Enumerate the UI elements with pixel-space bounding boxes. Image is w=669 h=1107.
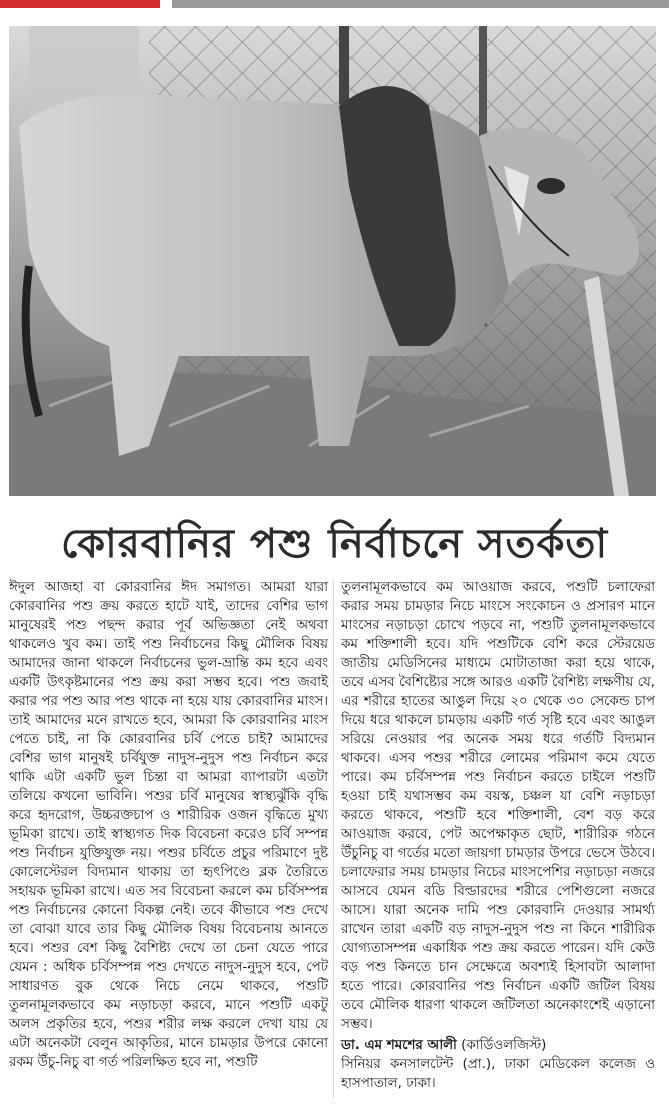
author-byline [341, 1036, 655, 1093]
article-column-right [341, 578, 655, 1093]
article-headline: কোরবানির পশু নির্বাচনে সতর্কতা [60, 520, 609, 567]
body-text-right: তুলনামূলকভাবে কম আওয়াজ করবে, পশুটি চলাফেরা করার সময় চামড়ার নিচে মাংসে সংকোচন ও প্রসারণ মানে মাংসের নড়াচড়া চোখে পড়বে না, পশুটি তুলনামূলকভাবে কম শক্তিশালী হবে। যদি পশুটিকে বেশি করে স্টেরয়েড জাতীয় মেডিসিনের মাধ্যমে মোটাতাজা করা হয়ে থাকে, তবে এসব বৈশিষ্ট্যের সঙ্গে আরও একটি বৈশিষ্ট্য লক্ষণীয় যে, এর শরীরে হাতের আঙুল দিয়ে ২০ থেকে ৩০ সেকেন্ড চাপ দিয়ে ধরে থাকলে চামড়ায় একটি গর্ত সৃষ্টি হবে এবং আঙুল সরিয়ে নেওয়ার পর অনেক সময় ধরে গর্তটি বিদ্যমান থাকবে। এসব পশুর শরীরে লোমের পরিমাণ কমে যেতে পারে। কম চর্বিসম্পন্ন পশু নির্বাচন করতে চাইলে পশুটি হওয়া চাই যথাসম্ভব কম বয়স্ক, চঞ্চল যা বেশি নড়াচড়া করতে থাকবে, পশুটি হবে শক্তিশালী, বেশ বড় করে আওয়াজ করবে, পেট অপেক্ষাকৃত ছোট, শারীরিক গঠনে উঁচুনিচু বা গর্তের মতো জায়গা চামড়ার উপরে ভেসে উঠবে। চলাফেরার সময় চামড়ার নিচের মাংসপেশির নড়াচড়া নজরে আসবে যেমন বডি বিল্ডারদের শরীরে পেশিগুলো নজরে আসে। যারা অনেক দামি পশু কোরবানি দেওয়ার সামর্থ্য রাখেন তারা একটি বড় নাদুস-নুদুস পশু না কিনে শারীরিক যোগ্যতাসম্পন্ন একাধিক পশু ক্রয় করতে পারেন। যদি কেউ বড় পশু কিনতে চান সেক্ষেত্রে অবশ্যই হিসাবটা আলাদা হতে পারে। কোরবানির পশু নির্বাচন একটি জটিল বিষয় তবে মৌলিক ধারণা থাকলে জটিলতা অনেকাংশেই এড়ানো সম্ভব। [341, 580, 655, 1032]
article-column-left [9, 578, 328, 1072]
header-rule-bar [172, 0, 669, 8]
column-divider [333, 580, 334, 1098]
cow-photo-illustration [9, 26, 656, 496]
header-accent-bar [0, 0, 160, 8]
body-text-left: ঈদুল আজহা বা কোরবানির ঈদ সমাগত। আমরা যারা কোরবানির পশু ক্রয় করতে হাটে যাই, তাদের বেশির ভাগ মানুষেরই পশু পছন্দ করার পূর্ব অভিজ্ঞতা নেই অথবা থাকলেও খুব কম। তাই পশু নির্বাচনের কিছু মৌলিক বিষয় আমাদের জানা থাকলে নির্বাচনের ভুল-ভ্রান্তি কম হবে এবং একটি উৎকৃষ্টমানের পশু ক্রয় করা সম্ভব হবে। পশু জবাই করার পর পশু আর পশু থাকে না হয়ে যায় কোরবানির মাংস। তাই আমাদের মনে রাখতে হবে, আমরা কি কোরবানির মাংস পেতে চাই, না কি কোরবানির চর্বি পেতে চাই? আমাদের বেশির ভাগ মানুষই চর্বিযুক্ত নাদুস-নুদুস পশু নির্বাচন করে থাকি এটা একটি ভুল চিন্তা বা আমরা ব্যাপারটা এতটা তলিয়ে কখনো ভাবিনি। পশুর চর্বি মানুষের স্বাস্থ্যঝুঁকি বৃদ্ধি করে হৃদরোগ, উচ্চরক্তচাপ ও শারীরিক ওজন বৃদ্ধিতে মুখ্য ভূমিকা রাখে। তাই স্বাস্থ্যগত দিক বিবেচনা করেও চর্বি সম্পন্ন পশু নির্বাচন যুক্তিযুক্ত নয়। পশুর চর্বিতে প্রচুর পরিমাণে দুষ্ট কোলেস্টেরল বিদ্যমান থাকায় তা হৃৎপিণ্ডে ব্লক তৈরিতে সহায়ক ভূমিকা রাখে। এত সব বিবেচনা করলে কম চর্বিসম্পন্ন পশু নির্বাচনের কোনো বিকল্প নেই। তবে কীভাবে পশু দেখে তা বোঝা যাবে তার কিছু মৌলিক বিষয় বিবেচনায় আনতে হবে। পশুর বেশ কিছু বৈশিষ্ট্য দেখে তা চেনা যেতে পারে যেমন : অধিক চর্বিসম্পন্ন পশু দেখতে নাদুস-নুদুস হবে, পেট সাধারণত বুক থেকে নিচে নেমে থাকবে, পশুটি তুলনামূলকভাবে কম নড়াচড়া করবে, মানে পশুটি একটু অলস প্রকৃতির হবে, পশুর শরীর লক্ষ করলে দেখা যায় যে এটা অনেকটা বেলুন আকৃতির, মানে চামড়ার উপরে কোনো রকম উঁচু-নিচু বা গর্ত পরিলক্ষিত হবে না, পশুটি [9, 580, 328, 1070]
article-photo [9, 26, 656, 496]
author-position: সিনিয়র কনসালটেন্ট (প্রা.), ঢাকা মেডিকেল কলেজ ও হাসপাতাল, ঢাকা। [341, 1057, 655, 1091]
author-specialty: (কার্ডিওলজিস্ট) [461, 1038, 547, 1053]
author-name: ডা. এম শমশের আলী [341, 1038, 457, 1053]
